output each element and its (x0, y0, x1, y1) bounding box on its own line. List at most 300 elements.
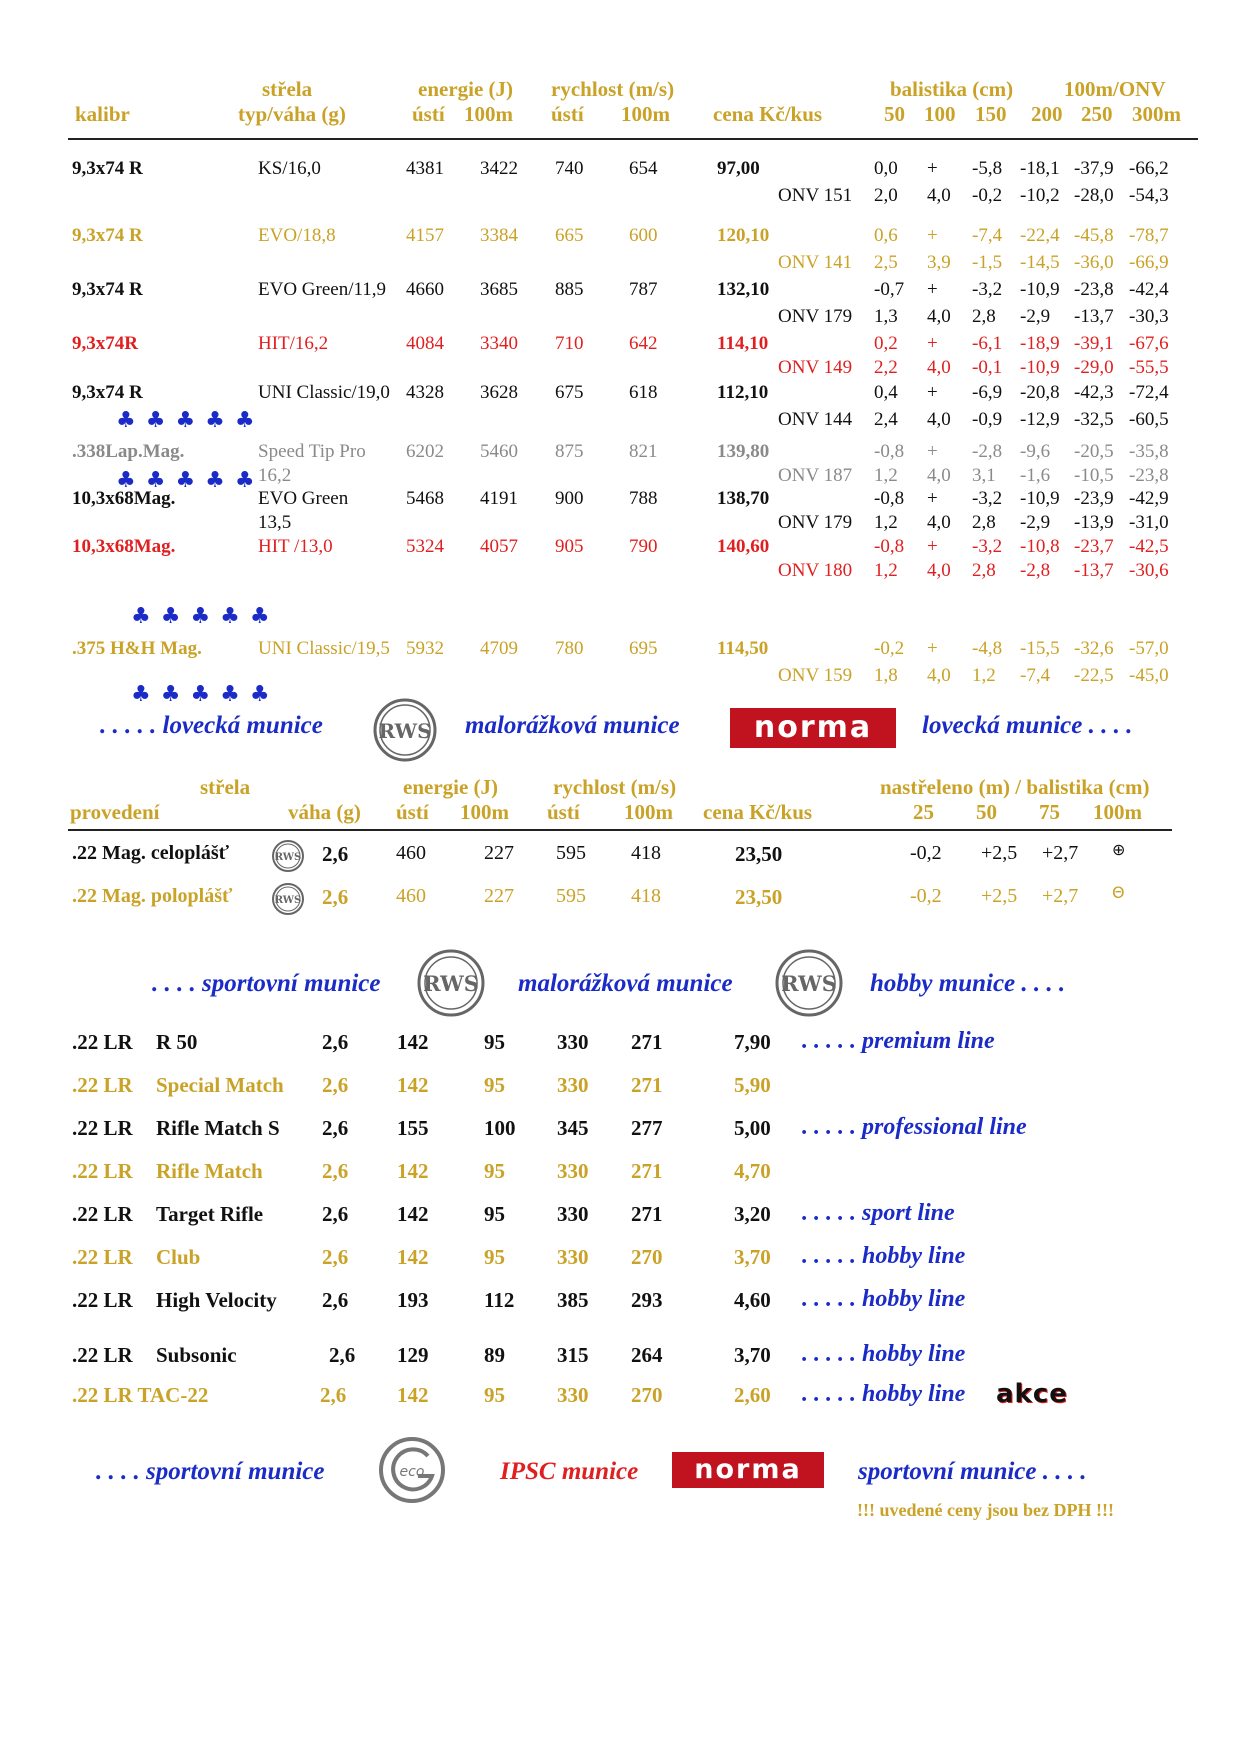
col2-cena: cena Kč/kus (703, 800, 813, 824)
row-balistika: -57,0 (1129, 638, 1169, 659)
row-balistika: 1,8 (874, 665, 898, 686)
row-balistika: -1,5 (972, 252, 1003, 273)
row-balistika: -45,8 (1074, 225, 1114, 246)
row-kalibr: 9,3x74 R (72, 279, 143, 300)
norma-logo: norma (730, 708, 896, 748)
row-balistika: -10,8 (1020, 536, 1060, 557)
row-balistika: -2,8 (1020, 560, 1051, 581)
row-onv: ONV 180 (778, 560, 853, 581)
col-d150: 150 (975, 102, 1007, 126)
row-typ: EVO Green (258, 488, 349, 509)
row-balistika: 0,2 (874, 333, 898, 354)
row-balistika: 4,0 (927, 357, 951, 378)
row-balistika: -20,5 (1074, 441, 1114, 462)
col-energie-usti: ústí (412, 102, 445, 126)
col2-d50: 50 (976, 800, 997, 824)
row-balistika: -45,0 (1129, 665, 1169, 686)
row-kalibr: 9,3x74 R (72, 158, 143, 179)
row-onv: ONV 159 (778, 665, 853, 686)
row-energie-usti: 460 (396, 842, 426, 864)
club-icons: ♣♣♣♣♣ (116, 468, 265, 493)
row-energie-usti: 142 (397, 1030, 429, 1054)
row-balistika: -78,7 (1129, 225, 1169, 246)
row-energie-usti: 4660 (406, 279, 444, 300)
row-vaha: 2,6 (322, 1202, 349, 1226)
row-provedeni: .22 Mag. celoplášť (72, 842, 230, 864)
row-rychlost-100m: 271 (631, 1030, 663, 1054)
rws-logo (372, 697, 438, 763)
row-rychlost-usti: 740 (555, 158, 584, 179)
row-caliber: .22 LR (72, 1202, 133, 1226)
row-balistika: -3,2 (972, 488, 1003, 509)
row-cena: 97,00 (717, 158, 760, 179)
row-balistika: -29,0 (1074, 357, 1114, 378)
row-rychlost-100m: 821 (629, 441, 658, 462)
row-balistika: 0,0 (874, 158, 898, 179)
row-energie-usti: 155 (397, 1116, 429, 1140)
row-energie-usti: 142 (397, 1159, 429, 1183)
row-balistika: -36,0 (1074, 252, 1114, 273)
row-balistika: + (927, 536, 938, 557)
row-energie-100m: 3685 (480, 279, 518, 300)
row-typ: EVO Green/11,9 (258, 279, 387, 300)
svg-text:RWS: RWS (423, 971, 479, 996)
col-balistika: balistika (cm) (890, 77, 1014, 101)
row-balistika: -72,4 (1129, 382, 1169, 403)
col2-provedeni: provedení (70, 800, 160, 824)
row-rychlost-100m: 788 (629, 488, 658, 509)
row-balistika: -22,5 (1074, 665, 1114, 686)
row-kalibr: .338Lap.Mag. (72, 441, 185, 462)
row-energie-usti: 142 (397, 1245, 429, 1269)
col2-d100: 100m (1093, 800, 1142, 824)
row-cena: 112,10 (717, 382, 769, 403)
row-rychlost-100m: 271 (631, 1073, 663, 1097)
row-balistika: -0,7 (874, 279, 905, 300)
banner-sportovni-left-2: . . . . sportovní munice (96, 1458, 325, 1485)
row-balistika: + (927, 441, 938, 462)
row-balistika: 2,5 (874, 252, 898, 273)
row-balistika: -37,9 (1074, 158, 1114, 179)
row-balistika: -0,1 (972, 357, 1003, 378)
row-balistika: 4,0 (927, 512, 951, 533)
col2-rychlost: rychlost (m/s) (553, 775, 677, 799)
svg-text:eco: eco (399, 1464, 425, 1480)
row-balistika: 3,1 (972, 465, 996, 486)
row-balistika: -3,2 (972, 279, 1003, 300)
row-balistika: -6,9 (972, 382, 1003, 403)
row-rychlost-100m: 271 (631, 1202, 663, 1226)
row-balistika: -0,2 (910, 885, 942, 907)
row-balistika: 2,0 (874, 185, 898, 206)
row-balistika: -20,8 (1020, 382, 1060, 403)
row-balistika: -12,9 (1020, 409, 1060, 430)
row-typ: UNI Classic/19,5 (258, 638, 390, 659)
col-strela: střela (262, 77, 313, 101)
row-onv: ONV 149 (778, 357, 853, 378)
col2-vaha: váha (g) (288, 800, 361, 824)
row-rychlost-usti: 330 (557, 1030, 589, 1054)
rws-logo (271, 839, 305, 873)
row-caliber: .22 LR (72, 1288, 133, 1312)
row-balistika: 1,3 (874, 306, 898, 327)
row-balistika: 4,0 (927, 465, 951, 486)
row-vaha: 2,6 (322, 885, 349, 909)
row-balistika: 4,0 (927, 409, 951, 430)
row-cena: 7,90 (734, 1030, 771, 1054)
row-balistika: -42,3 (1074, 382, 1114, 403)
row-onv: ONV 141 (778, 252, 853, 273)
row-balistika: + (927, 225, 938, 246)
row-name: Rifle Match (156, 1159, 263, 1183)
row-cena: 4,70 (734, 1159, 771, 1183)
col-typ-vaha: typ/váha (g) (238, 102, 346, 126)
row-balistika: + (927, 382, 938, 403)
row-rychlost-usti: 595 (556, 885, 586, 907)
row-energie-100m: 89 (484, 1343, 505, 1367)
row-balistika: -0,8 (874, 536, 905, 557)
row-rychlost-100m: 642 (629, 333, 658, 354)
row-balistika: -67,6 (1129, 333, 1169, 354)
row-energie-usti: 5468 (406, 488, 444, 509)
row-kalibr: 10,3x68Mag. (72, 536, 176, 557)
row-balistika: -2,9 (1020, 306, 1051, 327)
rws-logo (774, 948, 844, 1018)
row-balistika: -35,8 (1129, 441, 1169, 462)
row-balistika: 1,2 (874, 560, 898, 581)
row-balistika: -30,6 (1129, 560, 1169, 581)
row-balistika: -0,8 (874, 441, 905, 462)
col2-rychlost-100m: 100m (624, 800, 673, 824)
row-balistika: -2,9 (1020, 512, 1051, 533)
row-product-line: . . . . . hobby line (802, 1243, 966, 1269)
row-energie-100m: 112 (484, 1288, 515, 1312)
row-energie-100m: 3422 (480, 158, 518, 179)
row-provedeni: .22 Mag. poloplášť (72, 885, 233, 907)
row-balistika: -15,5 (1020, 638, 1060, 659)
row-balistika: -66,9 (1129, 252, 1169, 273)
row-typ: UNI Classic/19,0 (258, 382, 390, 403)
row-vaha: 2,6 (322, 842, 349, 866)
row-typ: HIT/16,2 (258, 333, 329, 354)
banner-malorazkova-2: malorážková munice (518, 970, 733, 997)
banner-malorazkova: malorážková munice (465, 712, 680, 739)
row-balistika: +2,5 (981, 885, 1018, 907)
row-balistika: 4,0 (927, 560, 951, 581)
row-balistika: 4,0 (927, 306, 951, 327)
row-balistika: -55,5 (1129, 357, 1169, 378)
row-energie-usti: 4157 (406, 225, 444, 246)
row-rychlost-usti: 710 (555, 333, 584, 354)
row-rychlost-100m: 277 (631, 1116, 663, 1140)
col-d50: 50 (884, 102, 905, 126)
row-balistika: -32,6 (1074, 638, 1114, 659)
row-energie-100m: 227 (484, 842, 514, 864)
ballistics-symbol: Θ (1112, 883, 1125, 902)
col2-strela: střela (200, 775, 251, 799)
svg-text:RWS: RWS (274, 852, 302, 863)
akce-badge: akce (996, 1379, 1068, 1409)
row-caliber: .22 LR (72, 1343, 133, 1367)
row-onv: ONV 187 (778, 465, 853, 486)
row-balistika: 4,0 (927, 185, 951, 206)
col-d200: 200 (1031, 102, 1063, 126)
row-rychlost-100m: 270 (631, 1383, 663, 1407)
svg-text:RWS: RWS (781, 971, 837, 996)
row-balistika: 2,4 (874, 409, 898, 430)
row-balistika: + (927, 638, 938, 659)
row-vaha: 2,6 (322, 1159, 349, 1183)
row-balistika: -42,4 (1129, 279, 1169, 300)
col-energie-100m: 100m (464, 102, 513, 126)
col2-energie: energie (J) (403, 775, 499, 799)
row-balistika: -13,9 (1074, 512, 1114, 533)
row-balistika: +2,7 (1042, 885, 1079, 907)
row-balistika: -10,9 (1020, 279, 1060, 300)
row-balistika: -23,8 (1074, 279, 1114, 300)
row-energie-100m: 95 (484, 1030, 505, 1054)
row-balistika: -10,5 (1074, 465, 1114, 486)
row-rychlost-usti: 345 (557, 1116, 589, 1140)
row-balistika: -42,5 (1129, 536, 1169, 557)
row-name: Special Match (156, 1073, 284, 1097)
row-balistika: -39,1 (1074, 333, 1114, 354)
row-balistika: -42,9 (1129, 488, 1169, 509)
row-balistika: -0,9 (972, 409, 1003, 430)
row-cena: 5,00 (734, 1116, 771, 1140)
row-onv: ONV 179 (778, 306, 853, 327)
row-energie-100m: 4057 (480, 536, 518, 557)
row-onv: ONV 151 (778, 185, 853, 206)
vat-note: !!! uvedené ceny jsou bez DPH !!! (857, 1500, 1114, 1520)
row-cena: 132,10 (717, 279, 770, 300)
svg-text:RWS: RWS (274, 895, 302, 906)
row-rychlost-100m: 654 (629, 158, 658, 179)
row-onv: ONV 179 (778, 512, 853, 533)
row-rychlost-usti: 385 (557, 1288, 589, 1312)
row-balistika: 3,9 (927, 252, 951, 273)
col-rychlost-usti: ústí (551, 102, 584, 126)
col-energie: energie (J) (418, 77, 514, 101)
row-rychlost-100m: 695 (629, 638, 658, 659)
col2-nastreleno: nastřeleno (m) / balistika (cm) (880, 775, 1150, 799)
row-energie-usti: 5324 (406, 536, 444, 557)
rws-logo (416, 948, 486, 1018)
row-balistika: -10,2 (1020, 185, 1060, 206)
row-energie-usti: 4328 (406, 382, 444, 403)
row-product-line: . . . . . professional line (802, 1114, 1027, 1140)
row-energie-100m: 95 (484, 1073, 505, 1097)
banner-sportovni-right: sportovní munice . . . . (858, 1458, 1087, 1485)
row-rychlost-usti: 330 (557, 1245, 589, 1269)
row-balistika: -4,8 (972, 638, 1003, 659)
row-balistika: -60,5 (1129, 409, 1169, 430)
row-kalibr: .375 H&H Mag. (72, 638, 202, 659)
row-energie-100m: 95 (484, 1383, 505, 1407)
row-energie-100m: 100 (484, 1116, 516, 1140)
row-vaha: 2,6 (322, 1073, 349, 1097)
row-cena: 5,90 (734, 1073, 771, 1097)
row-balistika: -54,3 (1129, 185, 1169, 206)
row-typ: EVO/18,8 (258, 225, 336, 246)
col2-rychlost-usti: ústí (547, 800, 580, 824)
col-cena: cena Kč/kus (713, 102, 823, 126)
row-rychlost-usti: 900 (555, 488, 584, 509)
row-cena: 139,80 (717, 441, 770, 462)
col-d100: 100 (924, 102, 956, 126)
row-rychlost-usti: 905 (555, 536, 584, 557)
row-cena: 23,50 (735, 842, 783, 866)
row-rychlost-usti: 885 (555, 279, 584, 300)
row-balistika: -23,7 (1074, 536, 1114, 557)
row-balistika: +2,7 (1042, 842, 1079, 864)
row-balistika: -14,5 (1020, 252, 1060, 273)
row-balistika: 0,4 (874, 382, 898, 403)
banner-lovecka-right: lovecká munice . . . . (922, 712, 1133, 739)
row-rychlost-100m: 418 (631, 885, 661, 907)
row-balistika: + (927, 158, 938, 179)
col-onv: 100m/ONV (1064, 77, 1166, 101)
row-balistika: -0,8 (874, 488, 905, 509)
row-balistika: -6,1 (972, 333, 1003, 354)
row-product-line: . . . . . sport line (802, 1200, 955, 1226)
row-balistika: -7,4 (972, 225, 1003, 246)
row-balistika: 0,6 (874, 225, 898, 246)
ballistics-symbol: ⊕ (1112, 840, 1126, 859)
row-balistika: -2,8 (972, 441, 1003, 462)
col-kalibr: kalibr (75, 102, 130, 126)
col2-d75: 75 (1039, 800, 1060, 824)
row-energie-100m: 227 (484, 885, 514, 907)
row-rychlost-100m: 270 (631, 1245, 663, 1269)
row-rychlost-100m: 618 (629, 382, 658, 403)
row-caliber: .22 LR (72, 1245, 133, 1269)
row-kalibr: 9,3x74 R (72, 382, 143, 403)
row-cena: 4,60 (734, 1288, 771, 1312)
row-energie-100m: 3384 (480, 225, 518, 246)
row-vaha: 2,6 (322, 1030, 349, 1054)
row-balistika: -0,2 (910, 842, 942, 864)
row-balistika: -28,0 (1074, 185, 1114, 206)
row-balistika: -18,1 (1020, 158, 1060, 179)
row-balistika: 2,8 (972, 306, 996, 327)
row-name: Rifle Match S (156, 1116, 280, 1140)
row-balistika: + (927, 333, 938, 354)
header-rule (68, 138, 1198, 140)
row-energie-usti: 5932 (406, 638, 444, 659)
row-rychlost-usti: 330 (557, 1383, 589, 1407)
row-energie-100m: 95 (484, 1245, 505, 1269)
row-vaha: 2,6 (322, 1288, 349, 1312)
row-cena: 114,10 (717, 333, 769, 354)
col-rychlost: rychlost (m/s) (551, 77, 675, 101)
col-d250: 250 (1081, 102, 1113, 126)
row-balistika: + (927, 488, 938, 509)
row-balistika: -3,2 (972, 536, 1003, 557)
row-name: Subsonic (156, 1343, 237, 1367)
row-balistika: -10,9 (1020, 357, 1060, 378)
row-balistika: -1,6 (1020, 465, 1051, 486)
row-rychlost-100m: 787 (629, 279, 658, 300)
row-name: R 50 (156, 1030, 198, 1054)
row-energie-100m: 4191 (480, 488, 518, 509)
club-icons: ♣♣♣♣♣ (131, 604, 280, 629)
header2-rule (68, 829, 1172, 831)
row-balistika: -18,9 (1020, 333, 1060, 354)
row-balistika: -13,7 (1074, 560, 1114, 581)
row-energie-usti: 6202 (406, 441, 444, 462)
row-caliber: .22 LR (72, 1116, 133, 1140)
rws-logo (271, 882, 305, 916)
row-balistika: 1,2 (874, 512, 898, 533)
row-kalibr: 10,3x68Mag. (72, 488, 176, 509)
row-balistika: -7,4 (1020, 665, 1051, 686)
row-balistika: -0,2 (874, 638, 905, 659)
row-balistika: 2,8 (972, 560, 996, 581)
row-cena: 138,70 (717, 488, 770, 509)
row-onv: ONV 144 (778, 409, 853, 430)
banner-lovecka-left: . . . . . lovecká munice (100, 712, 323, 739)
row-rychlost-usti: 675 (555, 382, 584, 403)
row-cena: 114,50 (717, 638, 769, 659)
col-d300: 300m (1132, 102, 1181, 126)
row-rychlost-usti: 315 (557, 1343, 589, 1367)
row-energie-100m: 95 (484, 1159, 505, 1183)
row-kalibr: 9,3x74R (72, 333, 138, 354)
row-typ: KS/16,0 (258, 158, 321, 179)
banner-hobby-right: hobby munice . . . . (870, 970, 1066, 997)
row-energie-100m: 3340 (480, 333, 518, 354)
row-balistika: + (927, 279, 938, 300)
svg-text:RWS: RWS (378, 719, 432, 743)
col2-d25: 25 (913, 800, 934, 824)
row-rychlost-usti: 665 (555, 225, 584, 246)
row-rychlost-100m: 271 (631, 1159, 663, 1183)
row-energie-usti: 4084 (406, 333, 444, 354)
row-typ: Speed Tip Pro (258, 441, 366, 462)
row-balistika: 2,2 (874, 357, 898, 378)
row-balistika: -23,9 (1074, 488, 1114, 509)
row-balistika: +2,5 (981, 842, 1018, 864)
row-cena: 3,70 (734, 1343, 771, 1367)
row-cena: 2,60 (734, 1383, 771, 1407)
row-balistika: -66,2 (1129, 158, 1169, 179)
row-rychlost-usti: 330 (557, 1202, 589, 1226)
row-product-line: . . . . . hobby line (802, 1286, 966, 1312)
row-caliber: .22 LR (72, 1073, 133, 1097)
row-kalibr: 9,3x74 R (72, 225, 143, 246)
row-balistika: 1,2 (874, 465, 898, 486)
col2-energie-100m: 100m (460, 800, 509, 824)
row-cena: 140,60 (717, 536, 770, 557)
row-cena: 3,70 (734, 1245, 771, 1269)
row-energie-usti: 142 (397, 1073, 429, 1097)
norma-logo: norma (672, 1452, 824, 1488)
row-cena: 3,20 (734, 1202, 771, 1226)
row-energie-usti: 129 (397, 1343, 429, 1367)
row-rychlost-usti: 780 (555, 638, 584, 659)
row-rychlost-usti: 330 (557, 1159, 589, 1183)
row-name: Club (156, 1245, 201, 1269)
row-energie-usti: 4381 (406, 158, 444, 179)
row-cena: 120,10 (717, 225, 770, 246)
row-cena: 23,50 (735, 885, 783, 909)
row-product-line: . . . . . premium line (802, 1028, 995, 1054)
row-rychlost-100m: 264 (631, 1343, 663, 1367)
club-icons: ♣♣♣♣♣ (131, 682, 280, 707)
row-rychlost-100m: 790 (629, 536, 658, 557)
banner-ipsc: IPSC munice (500, 1458, 639, 1485)
